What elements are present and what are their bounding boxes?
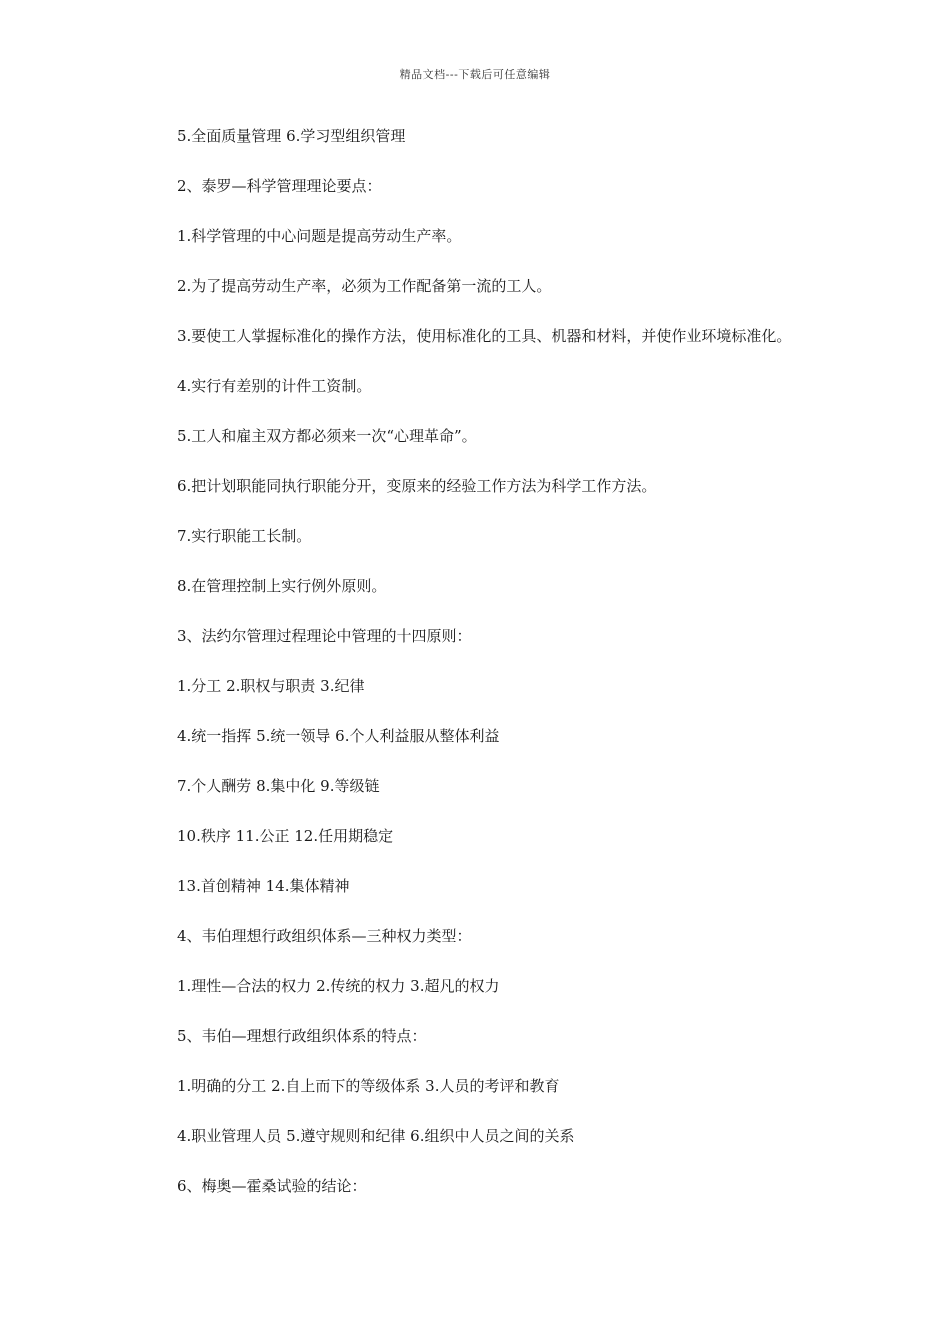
paragraph: 7.个人酬劳 8.集中化 9.等级链 bbox=[177, 777, 380, 795]
paragraph: 2.为了提高劳动生产率，必须为工作配备第一流的工人。 bbox=[177, 277, 552, 295]
document-body bbox=[145, 124, 810, 1224]
paragraph: 4.统一指挥 5.统一领导 6.个人利益服从整体利益 bbox=[177, 727, 500, 745]
section-heading: 4、韦伯理想行政组织体系—三种权力类型： bbox=[177, 927, 472, 945]
section-heading: 5、韦伯—理想行政组织体系的特点： bbox=[177, 1027, 427, 1045]
paragraph: 1.分工 2.职权与职责 3.纪律 bbox=[177, 677, 365, 695]
page-header: 精品文档---下载后可任意编辑 bbox=[399, 68, 551, 81]
paragraph: 4.实行有差别的计件工资制。 bbox=[177, 377, 372, 395]
paragraph: 1.理性—合法的权力 2.传统的权力 3.超凡的权力 bbox=[177, 977, 500, 995]
paragraph: 4.职业管理人员 5.遵守规则和纪律 6.组织中人员之间的关系 bbox=[177, 1127, 575, 1145]
paragraph: 8.在管理控制上实行例外原则。 bbox=[177, 577, 387, 595]
paragraph: 1.科学管理的中心问题是提高劳动生产率。 bbox=[177, 227, 462, 245]
paragraph: 3.要使工人掌握标准化的操作方法，使用标准化的工具、机器和材料，并使作业环境标准化。 bbox=[177, 327, 792, 345]
paragraph: 13.首创精神 14.集体精神 bbox=[177, 877, 350, 895]
section-heading: 6、梅奥—霍桑试验的结论： bbox=[177, 1177, 367, 1195]
paragraph: 10.秩序 11.公正 12.任用期稳定 bbox=[177, 827, 394, 845]
paragraph: 6.把计划职能同执行职能分开，变原来的经验工作方法为科学工作方法。 bbox=[177, 477, 657, 495]
paragraph: 7.实行职能工长制。 bbox=[177, 527, 312, 545]
section-heading: 3、法约尔管理过程理论中管理的十四原则： bbox=[177, 627, 472, 645]
paragraph: 5.全面质量管理 6.学习型组织管理 bbox=[177, 127, 406, 145]
section-heading: 2、泰罗—科学管理理论要点： bbox=[177, 177, 382, 195]
paragraph: 1.明确的分工 2.自上而下的等级体系 3.人员的考评和教育 bbox=[177, 1077, 560, 1095]
paragraph: 5.工人和雇主双方都必须来一次“心理革命”。 bbox=[177, 427, 477, 445]
